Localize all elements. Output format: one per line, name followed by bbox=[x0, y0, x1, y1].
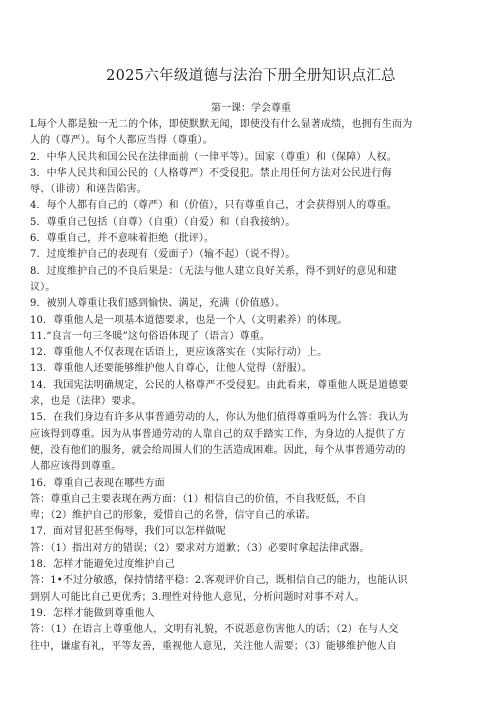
body-text bbox=[30, 117, 472, 655]
text-line: 15．在我们身边有许多从事普通劳动的人，你认为他们值得尊重吗为什么答：我认为 bbox=[30, 412, 409, 424]
text-line: 5．尊重自己包括（自尊）（自重）（自爱）和（自我接纳）。 bbox=[30, 216, 296, 228]
text-line: 辱、（诽谤）和诬告陷害。 bbox=[30, 184, 147, 196]
text-line: 18．怎样才能避免过度维护自己 bbox=[30, 559, 175, 571]
text-line: 11.“良言一句三冬暖”这句俗语体现了（语言）尊重。 bbox=[30, 330, 271, 342]
text-line: 议）。 bbox=[30, 281, 56, 293]
text-line: 答：（1）指出对方的错误；（2）要求对方道歉；（3）必要时拿起法律武器。 bbox=[30, 542, 370, 554]
text-line: 应该得到尊重。因为从事普通劳动的人靠自己的双手踏实工作，为身边的人提供了方 bbox=[30, 428, 406, 440]
document-title: 2025六年级道德与法治下册全册知识点汇总 bbox=[106, 68, 396, 84]
text-line: 3．中华人民共和国公民的（人格尊严）不受侵犯。禁止用任何方法对公民进行侮 bbox=[30, 167, 392, 179]
text-line: 9．被别人尊重让我们感到愉快、满足，充满（价值感）。 bbox=[30, 298, 286, 310]
text-line: 往中，谦虚有礼，平等友善，重视他人意见，关注他人需要；（3）能够维护他人自 bbox=[30, 640, 397, 652]
text-line: 19．怎样才能做到尊重他人 bbox=[30, 607, 155, 619]
lesson-heading: 第一课：学会尊重 bbox=[211, 103, 291, 114]
text-line: 答：尊重自己主要表现在两方面：（1）相信自己的价值，不自我贬低，不自 bbox=[30, 493, 367, 505]
text-line: 17．面对冒犯甚至侮辱，我们可以怎样做呢 bbox=[30, 526, 226, 538]
text-line: 到别人可能比自己更优秀；3.理性对待他人意见，分析问题时对事不对人。 bbox=[30, 591, 365, 603]
text-line: 8．过度维护自己的不良后果是：（无法与他人建立良好关系，得不到好的意见和建 bbox=[30, 265, 397, 277]
text-line: 4．每个人都有自己的（尊严）和（价值），只有尊重自己，才会获得别人的尊重。 bbox=[30, 200, 397, 212]
text-line: 16．尊重自己表现在哪些方面 bbox=[30, 477, 165, 489]
text-line: L每个人都是独一无二的个体，即使默默无闻，即使没有什么显著成绩，也拥有生而为 bbox=[30, 119, 413, 130]
text-line: 答：（1）在语言上尊重他人，文明有礼貌，不说恶意伤害他人的话；（2）在与人交 bbox=[30, 624, 399, 636]
text-line: 卑；（2）维护自己的形象，爱惜自己的名誉，信守自己的承诺。 bbox=[30, 510, 316, 522]
text-line: 2．中华人民共和国公民在法律面前（一律平等）。国家（尊重）和（保障）人权。 bbox=[30, 151, 397, 163]
text-line: 人的（尊严）。每个人都应当得（尊重）。 bbox=[30, 135, 213, 147]
text-line: 10．尊重他人是一项基本道德要求，也是一个人（文明素养）的体现。 bbox=[30, 314, 348, 326]
text-line: 14．我国宪法明确规定，公民的人格尊严不受侵犯。由此看来，尊重他人既是道德要 bbox=[30, 379, 409, 391]
text-line: 13．尊重他人还要能够维护他人自尊心，让他人觉得（舒服）。 bbox=[30, 363, 313, 375]
text-line: 7．过度维护自己的表现有（爱面子）（输不起）（说不得）。 bbox=[30, 249, 296, 261]
text-line: 答：1•不过分敏感，保持情绪平稳：2.客观评价自己，既相信自己的能力，也能认识 bbox=[30, 575, 408, 587]
text-line: 人都应该得到尊重。 bbox=[30, 461, 122, 473]
text-line: 求，也是（法律）要求。 bbox=[30, 396, 142, 408]
text-line: 6．尊重自己，并不意味着拒绝（批评）。 bbox=[30, 233, 215, 245]
text-line: 12．尊重他人不仅表现在话语上，更应该落实在（实际行动）上。 bbox=[30, 347, 328, 359]
text-line: 便，没有他们的服务，就会给周围人们的生活造成困难。因此，每个从事普通劳动的 bbox=[30, 444, 406, 456]
